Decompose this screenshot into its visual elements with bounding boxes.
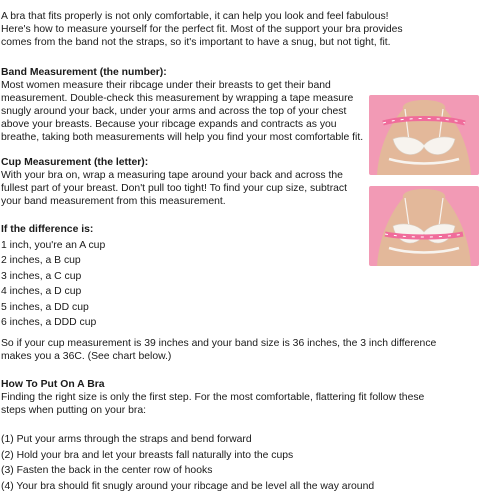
difference-heading: If the difference is: [1, 224, 94, 235]
cup-heading: Cup Measurement (the letter): [1, 157, 149, 168]
difference-item: 3 inches, a C cup [1, 270, 82, 282]
difference-item: 1 inch, you're an A cup [1, 239, 106, 251]
difference-item: 2 inches, a B cup [1, 255, 81, 266]
cup-line: your band measurement from this measurement. [1, 196, 226, 207]
example-line: makes you a 36C. (See chart below.) [1, 351, 172, 362]
howto-steps [1, 432, 374, 494]
intro-line: comes from the band not the straps, so it's important to have a snug, but not tight, fit. [1, 37, 391, 48]
intro-line: Here's how to measure yourself for the perfect fit. Most of the support your bra provides [1, 24, 403, 35]
intro-line: A bra that fits properly is not only comfortable, it can help you look and feel fabulous! [1, 11, 389, 22]
band-heading: Band Measurement (the number): [1, 67, 167, 78]
band-line: measurement. Double-check this measurement by wrapping a tape measure [1, 93, 354, 104]
howto-line: steps when putting on your bra: [1, 405, 146, 416]
intro-paragraph [1, 10, 403, 49]
cup-line: With your bra on, wrap a measuring tape around your back and across the [1, 170, 343, 181]
howto-step: (3) Fasten the back in the center row of hooks [1, 465, 213, 476]
cup-section [1, 156, 347, 208]
difference-item: 6 inches, a DDD cup [1, 317, 97, 328]
example-line: So if your cup measurement is 39 inches and your band size is 36 inches, the 3 inch difference [1, 338, 437, 349]
band-line: Most women measure their ribcage under their breasts to get their band [1, 80, 331, 91]
howto-step: (2) Hold your bra and let your breasts fall naturally into the cups [1, 449, 294, 461]
difference-item: 4 inches, a D cup [1, 286, 82, 297]
example-paragraph [1, 337, 436, 363]
band-line: above your breasts. Because your ribcage expands and contracts as you [1, 119, 337, 130]
difference-item: 5 inches, a DD cup [1, 301, 89, 313]
band-measurement-photo [369, 95, 479, 175]
howto-heading: How To Put On A Bra [1, 379, 105, 390]
cup-line: fullest part of your breast. Don't pull too tight! To find your cup size, subtract [1, 183, 348, 194]
howto-step: (4) Your bra should fit snugly around your ribcage and be level all the way around [1, 480, 375, 492]
band-line: breathe, taking both measurements will help you find your most comfortable fit. [1, 132, 364, 143]
difference-list [1, 222, 105, 331]
howto-line: Finding the right size is only the first step. For the most comfortable, flattering fit follow these [1, 392, 425, 403]
howto-section [1, 378, 424, 417]
howto-step: (1) Put your arms through the straps and bend forward [1, 434, 252, 445]
band-line: snugly around your back, under your arms and across the top of your chest [1, 106, 347, 117]
band-section [1, 66, 363, 144]
cup-measurement-photo [369, 186, 479, 266]
